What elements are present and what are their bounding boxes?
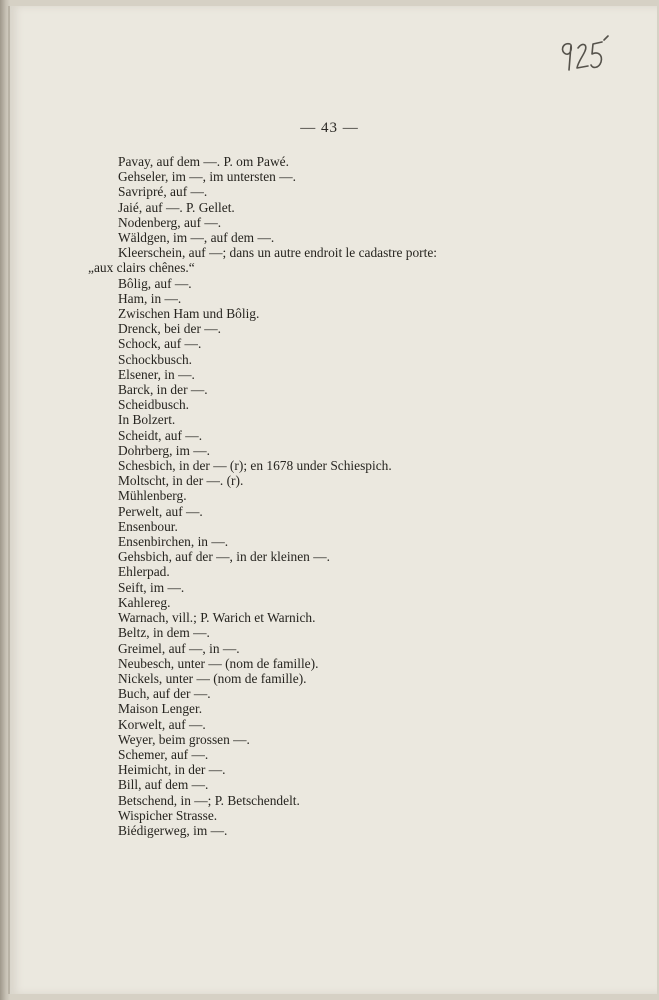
place-name-entry: Korwelt, auf —. (118, 716, 206, 732)
place-name-entry: Bill, auf dem —. (118, 777, 209, 793)
place-name-entry: Betschend, in —; P. Betschendelt. (118, 792, 300, 808)
place-name-entry: Scheidt, auf —. (118, 427, 203, 443)
place-name-entry: Moltscht, in der —. (r). (118, 473, 244, 489)
place-name-entry: Zwischen Ham und Bôlig. (118, 306, 260, 322)
place-name-entry: Greimel, auf —, in —. (118, 640, 240, 656)
place-name-entry: Ham, in —. (118, 290, 182, 306)
place-name-entry: Kahlereg. (118, 594, 171, 610)
place-name-entry: „aux clairs chênes.“ (88, 260, 195, 276)
handwritten-archive-number (556, 36, 616, 82)
place-name-entry: Schemer, auf —. (118, 746, 209, 762)
place-name-entry: Ensenbour. (118, 518, 178, 534)
place-name-entry: Wispicher Strasse. (118, 807, 218, 823)
place-name-entry: Pavay, auf dem —. P. om Pawé. (118, 154, 289, 169)
place-name-entry: Perwelt, auf —. (118, 503, 203, 519)
place-name-entry: Mühlenberg. (118, 488, 187, 504)
place-name-entry: Dohrberg, im —. (118, 442, 210, 458)
place-name-entry: Neubesch, unter — (nom de famille). (118, 655, 319, 671)
place-name-entry: In Bolzert. (118, 412, 176, 428)
place-name-entry: Nickels, unter — (nom de famille). (118, 670, 307, 686)
place-name-entry: Schockbusch. (118, 351, 193, 367)
place-name-entry: Jaié, auf —. P. Gellet. (118, 199, 235, 215)
place-name-entry: Warnach, vill.; P. Warich et Warnich. (118, 610, 316, 626)
place-name-entry: Savripré, auf —. (118, 184, 208, 200)
place-name-entry: Schock, auf —. (118, 336, 202, 352)
page-number: — 43 — (300, 120, 359, 136)
place-name-entry: Gehsbich, auf der —, in der kleinen —. (118, 549, 330, 565)
place-name-entry: Ensenbirchen, in —. (118, 534, 229, 550)
place-name-entry: Barck, in der —. (118, 382, 208, 398)
place-name-entry: Ehlerpad. (118, 564, 170, 580)
place-name-entry: Maison Lenger. (118, 701, 203, 717)
place-name-entry: Weyer, beim grossen —. (118, 731, 250, 747)
place-name-entry: Heimicht, in der —. (118, 762, 226, 778)
place-name-list (88, 154, 528, 838)
place-name-entry: Bôlig, auf —. (118, 275, 192, 291)
place-name-entry: Beltz, in dem —. (118, 625, 210, 641)
place-name-entry: Biédigerweg, im —. (118, 822, 228, 838)
place-name-entry: Schesbich, in der — (r); en 1678 under Schiespich. (118, 458, 392, 474)
place-name-entry: Scheidbusch. (118, 397, 190, 413)
place-name-entry: Seift, im —. (118, 579, 185, 595)
place-name-entry: Gehseler, im —, im untersten —. (118, 169, 296, 185)
place-name-entry: Nodenberg, auf —. (118, 214, 222, 230)
place-name-entry: Wäldgen, im —, auf dem —. (118, 230, 275, 246)
place-name-entry: Kleerschein, auf —; dans un autre endroit le cadastre porte: (118, 245, 438, 261)
place-name-entry: Drenck, bei der —. (118, 321, 221, 337)
place-name-entry: Elsener, in —. (118, 366, 195, 382)
place-name-entry: Buch, auf der —. (118, 686, 211, 702)
